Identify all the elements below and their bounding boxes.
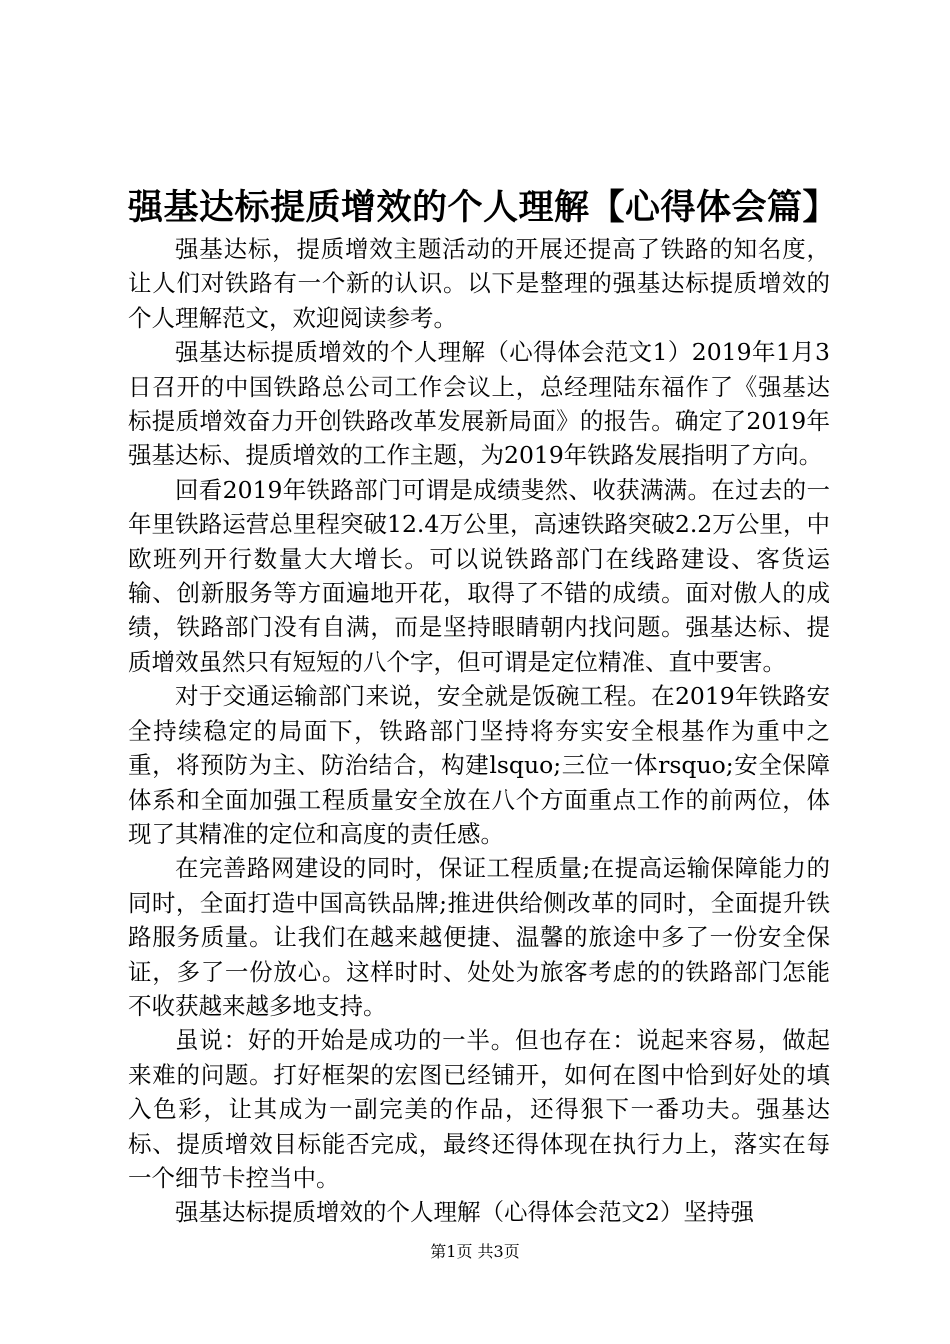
paragraph-execution: 虽说：好的开始是成功的一半。但也存在：说起来容易，做起来难的问题。打好框架的宏图已经铺开，如何在图中恰到好处的填入色彩，让其成为一副完美的作品，还得狠下一番功夫。强基达标、提质增效目标能否完成，最终还得体现在执行力上，落实在每一个细节卡控当中。 — [128, 1026, 830, 1192]
paragraph-essay-2-opening: 强基达标提质增效的个人理解（心得体会范文2）坚持强 — [175, 1198, 754, 1227]
paragraph-achievements: 回看2019年铁路部门可谓是成绩斐然、收获满满。在过去的一年里铁路运营总里程突破12.4万公里，高速铁路突破2.2万公里，中欧班列开行数量大大增长。可以说铁路部门在线路建设、客货运输、创新服务等方面遍地开花，取得了不错的成绩。面对傲人的成绩，铁路部门没有自满，而是坚持眼睛朝内找问题。强基达标、提质增效虽然只有短短的八个字，但可谓是定位精准、直中要害。 — [128, 475, 830, 676]
paragraph-network-quality: 在完善路网建设的同时，保证工程质量;在提高运输保障能力的同时，全面打造中国高铁品牌;推进供给侧改革的同时，全面提升铁路服务质量。让我们在越来越便捷、温馨的旅途中多了一份安全保证，多了一份放心。这样时时、处处为旅客考虑的的铁路部门怎能不收获越来越多地支持。 — [128, 854, 830, 1020]
paragraph-safety: 对于交通运输部门来说，安全就是饭碗工程。在2019年铁路安全持续稳定的局面下，铁路部门坚持将夯实安全根基作为重中之重，将预防为主、防治结合，构建lsquo;三位一体rsquo;安全保障体系和全面加强工程质量安全放在八个方面重点工作的前两位，体现了其精准的定位和高度的责任感。 — [128, 682, 830, 848]
paragraph-essay-1-opening: 强基达标提质增效的个人理解（心得体会范文1）2019年1月3日召开的中国铁路总公司工作会议上，总经理陆东福作了《强基达标提质增效奋力开创铁路改革发展新局面》的报告。确定了2019年强基达标、提质增效的工作主题，为2019年铁路发展指明了方向。 — [128, 338, 830, 470]
page-number-footer: 第1页 共3页 — [430, 1242, 520, 1261]
document-title: 强基达标提质增效的个人理解【心得体会篇】 — [128, 188, 839, 228]
paragraph-intro: 强基达标，提质增效主题活动的开展还提高了铁路的知名度，让人们对铁路有一个新的认识。以下是整理的强基达标提质增效的个人理解范文，欢迎阅读参考。 — [128, 235, 830, 332]
document-body — [128, 232, 830, 1230]
